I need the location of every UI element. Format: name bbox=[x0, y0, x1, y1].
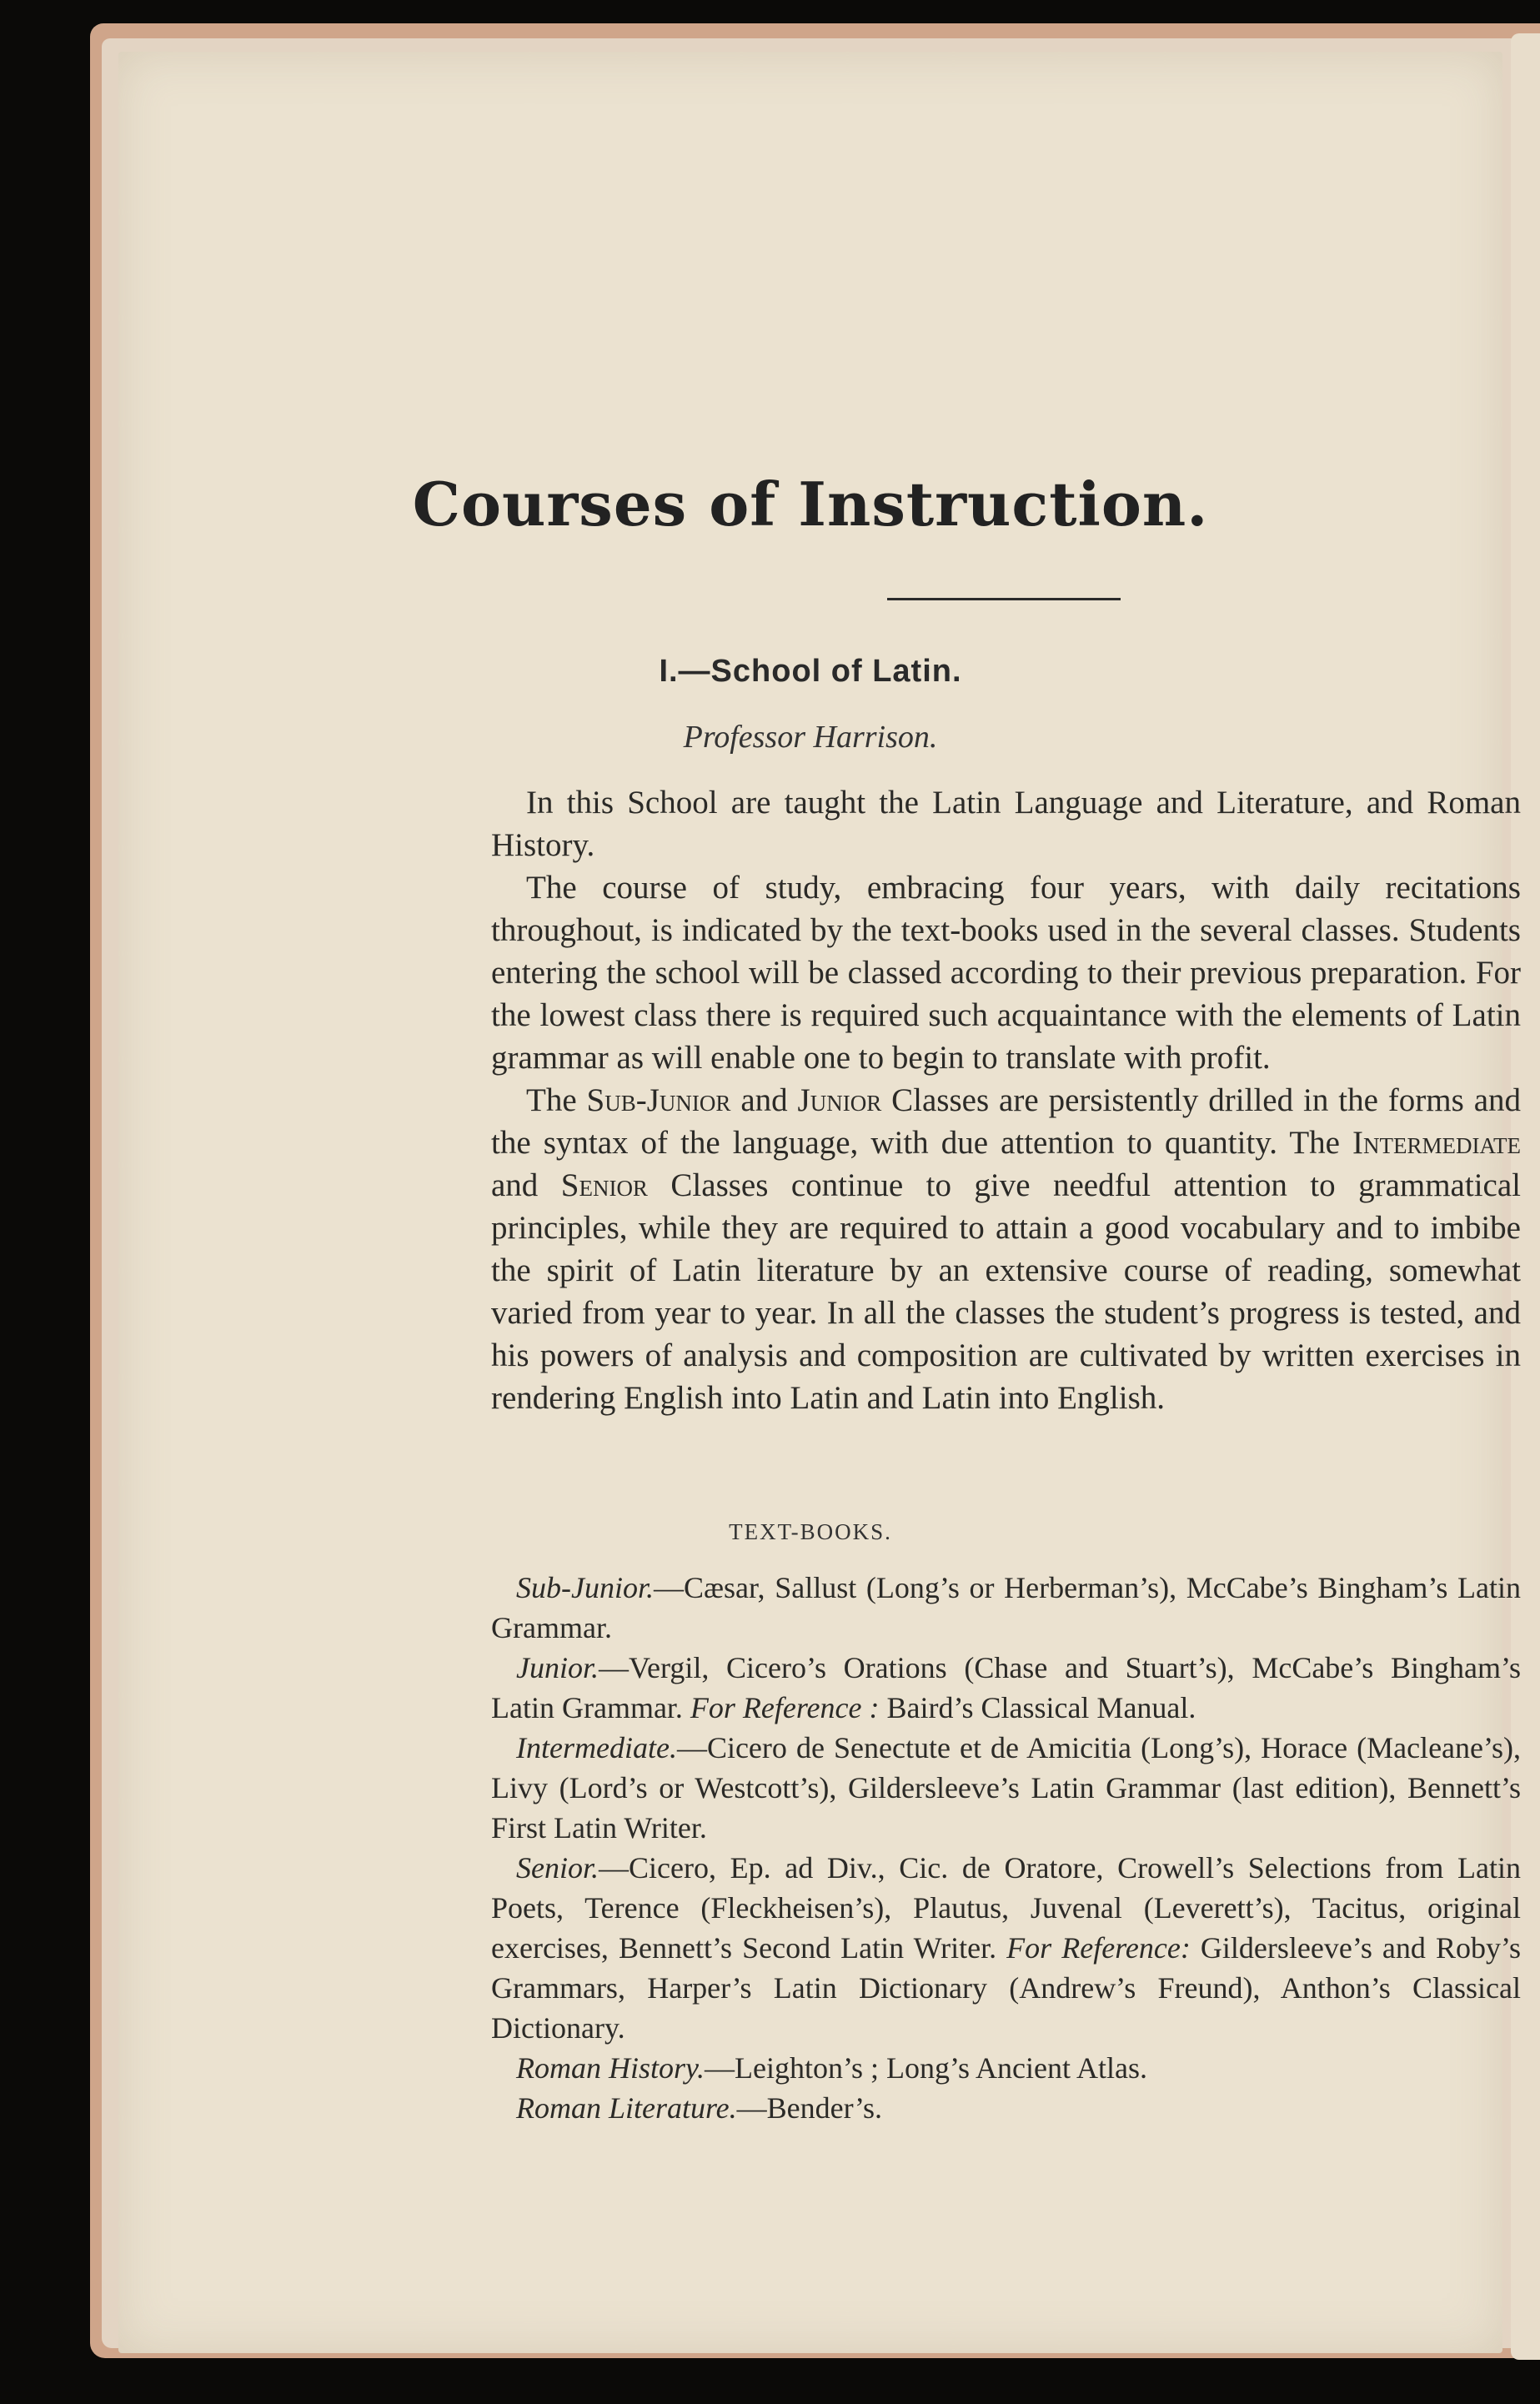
entry-label: Roman Literature. bbox=[516, 2091, 737, 2125]
book-page bbox=[118, 52, 1522, 2353]
page-title: Courses of Instruction. bbox=[412, 469, 1209, 540]
entry-text: —Bender’s. bbox=[736, 2091, 882, 2125]
section-heading: I.—School of Latin. bbox=[659, 654, 962, 689]
textbook-entry bbox=[491, 2048, 1521, 2088]
entry-text: —Cæsar, Sallust (Long’s or Herberman’s), McCabe’s Bingham’s Latin Grammar. bbox=[491, 1571, 1521, 1644]
paragraph-intro: In this School are taught the Latin Language and Literature, and Roman History. bbox=[491, 785, 1521, 863]
reference-label: For Reference : bbox=[690, 1691, 880, 1724]
p3-intermediate: Intermediate bbox=[1352, 1125, 1521, 1161]
reference-text: Gildersleeve’s and Roby’s Grammars, Harper’s Latin Dictionary (Andrew’s Freund), Anthon’s Classical Dictionary. bbox=[491, 1931, 1522, 2045]
entry-text: —Leighton’s ; Long’s Ancient Atlas. bbox=[705, 2051, 1147, 2085]
entry-label: Sub-Junior. bbox=[516, 1571, 654, 1604]
paragraph-classes bbox=[491, 1079, 1521, 1419]
textbook-entry bbox=[491, 1648, 1521, 1728]
p3-text-b: and bbox=[730, 1082, 798, 1118]
textbooks-list bbox=[491, 1568, 1521, 2128]
textbook-entry bbox=[491, 1728, 1521, 1848]
title-rule bbox=[887, 598, 1121, 600]
p3-senior: Senior bbox=[560, 1167, 648, 1203]
textbook-entry bbox=[491, 1848, 1521, 2048]
textbooks-heading: TEXT-BOOKS. bbox=[729, 1519, 892, 1544]
reference-text: Baird’s Classical Manual. bbox=[879, 1691, 1196, 1724]
entry-text: —Cicero, Ep. ad Div., Cic. de Oratore, Crowell’s Selections from Latin Poets, Terence (Fleckheisen’s), Plautus, Juvenal (Leverett’s), Tacitus, original exercises, Bennett’s Second Latin Writer. bbox=[491, 1851, 1521, 1965]
p3-text-d: and bbox=[491, 1167, 561, 1203]
textbook-entry bbox=[491, 1568, 1521, 1648]
reference-label: For Reference: bbox=[1006, 1931, 1191, 1965]
p3-sub-junior: Sub-Junior bbox=[586, 1082, 731, 1118]
body-text bbox=[491, 781, 1521, 1419]
entry-text: —Vergil, Cicero’s Orations (Chase and Stuart’s), McCabe’s Bingham’s Latin Grammar. bbox=[491, 1651, 1521, 1724]
p3-text-c: Classes are persistently drilled in the forms and the syntax of the language, with due attention to quantity. The bbox=[491, 1082, 1522, 1161]
professor-name: Professor Harrison. bbox=[683, 720, 938, 755]
entry-label: Senior. bbox=[516, 1851, 599, 1885]
p3-text-a: The bbox=[526, 1082, 587, 1118]
entry-label: Roman History. bbox=[516, 2051, 705, 2085]
p3-junior: Junior bbox=[797, 1082, 882, 1118]
entry-label: Junior. bbox=[516, 1651, 599, 1684]
textbook-entry bbox=[491, 2088, 1521, 2128]
entry-text: —Cicero de Senectute et de Amicitia (Long’s), Horace (Macleane’s), Livy (Lord’s or Westcott’s), Gildersleeve’s Latin Grammar (last edition), Bennett’s First Latin Writer. bbox=[491, 1731, 1521, 1844]
p3-text-e: Classes continue to give needful attention to grammatical principles, while they are required to attain a good vocabulary and to imbibe the spirit of Latin literature by an extensive course of reading, somewhat varied from year to year. In all the classes the student’s progress is tested, and his powers of analysis and composition are cultivated by written exercises in rendering English into Latin and Latin into English. bbox=[491, 1167, 1521, 1416]
paragraph-course: The course of study, embracing four years, with daily recitations throughout, is indicated by the text-books used in the several classes. Students entering the school will be classed according to their previous preparation. For the lowest class there is required such acquaintance with the elements of Latin grammar as will enable one to begin to translate with profit. bbox=[491, 870, 1521, 1076]
entry-label: Intermediate. bbox=[516, 1731, 677, 1764]
